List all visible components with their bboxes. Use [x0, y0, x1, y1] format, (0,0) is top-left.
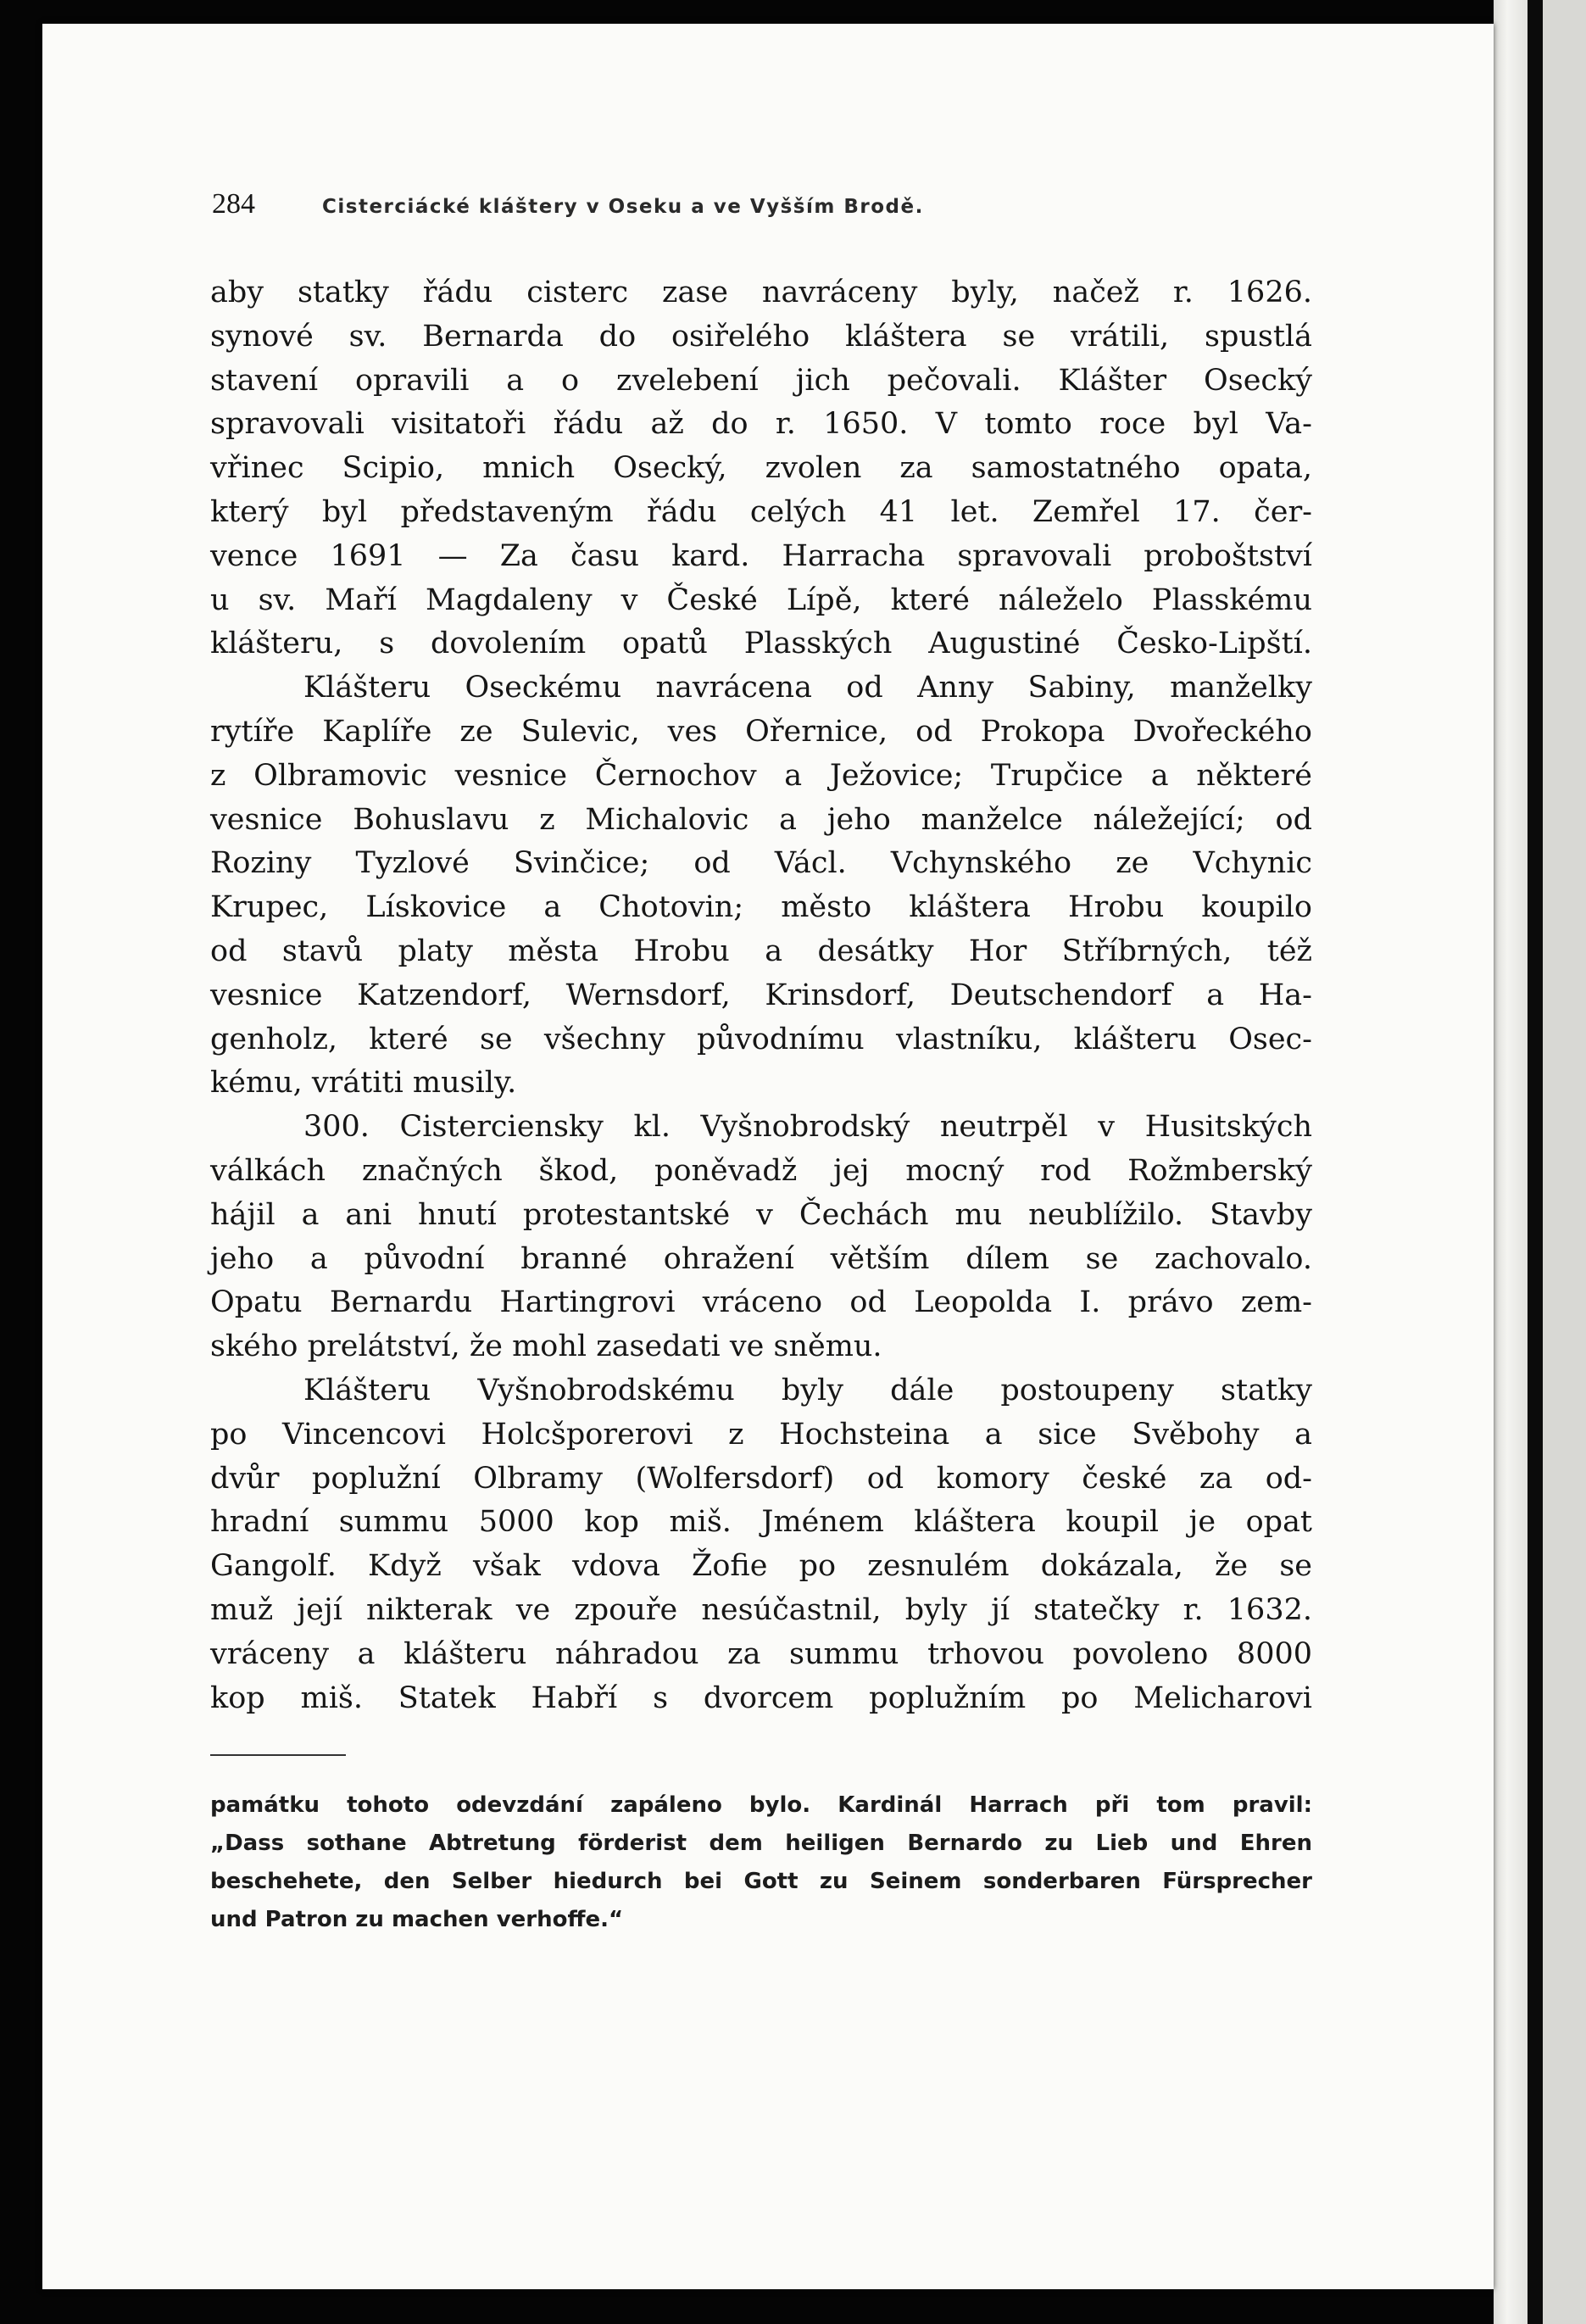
text-line: u sv. Maří Magdaleny v České Lípě, které náleželo Plasskému: [210, 582, 1312, 617]
scanner-margin: [1543, 0, 1586, 2324]
text-line: válkách značných škod, poněvadž jej mocný rod Rožmberský: [210, 1153, 1312, 1188]
text-line: Opatu Bernardu Hartingrovi vráceno od Leopolda I. právo zem-: [210, 1285, 1312, 1320]
text-line: z Olbramovic vesnice Černochov a Ježovice; Trupčice a některé: [210, 758, 1312, 793]
text-line: jeho a původní branné ohražení větším dílem se zachovalo.: [210, 1241, 1312, 1276]
text-line: muž její nikterak ve zpouře nesúčastnil, byly jí statečky r. 1632.: [210, 1592, 1312, 1627]
facing-page-edge: [1494, 0, 1528, 2324]
footnote-line: „Dass sothane Abtretung förderist dem heiligen Bernardo zu Lieb und Ehren: [210, 1831, 1312, 1857]
text-line: ského prelátství, že mohl zasedati ve sněmu.: [210, 1329, 882, 1364]
text-line: Gangolf. Když však vdova Žofie po zesnulém dokázala, že se: [210, 1549, 1312, 1584]
text-line: Klášteru Vyšnobrodskému byly dále postoupeny statky: [303, 1373, 1312, 1407]
text-line: spravovali visitatoři řádu až do r. 1650. V tomto roce byl Va-: [210, 407, 1312, 442]
text-line: vesnice Bohuslavu z Michalovic a jeho manželce náležející; od: [210, 802, 1312, 837]
text-line: genholz, které se všechny původnímu vlastníku, klášteru Osec-: [210, 1022, 1312, 1056]
text-line: aby statky řádu cisterc zase navráceny byly, načež r. 1626.: [210, 276, 1312, 309]
text-line: synové sv. Bernarda do osiřelého kláštera se vrátili, spustlá: [210, 319, 1312, 354]
footnote-separator: [210, 1754, 346, 1756]
text-line: kému, vrátiti musily.: [210, 1066, 517, 1101]
text-line: vráceny a klášteru náhradou za summu trhovou povoleno 8000: [210, 1636, 1312, 1671]
text-line: od stavů platy města Hrobu a desátky Hor Stříbrných, též: [210, 934, 1312, 968]
text-line: vřinec Scipio, mnich Osecký, zvolen za samostatného opata,: [210, 451, 1312, 486]
text-line: rytíře Kaplíře ze Sulevic, ves Ořernice, od Prokopa Dvořeckého: [210, 714, 1312, 749]
page-content: [210, 188, 1312, 1939]
footnote: [210, 1786, 1312, 1939]
text-line: Krupec, Lískovice a Chotovin; město kláštera Hrobu koupilo: [210, 890, 1312, 925]
text-line: hradní summu 5000 kop miš. Jménem kláštera koupil je opat: [210, 1505, 1312, 1540]
text-line: po Vincencovi Holcšporerovi z Hochsteina a sice Svěbohy a: [210, 1417, 1312, 1452]
text-line: vesnice Katzendorf, Wernsdorf, Krinsdorf, Deutschendorf a Ha-: [210, 978, 1312, 1012]
text-line: kop miš. Statek Habří s dvorcem poplužním po Melicharovi: [210, 1680, 1312, 1715]
running-head: [210, 188, 1312, 239]
text-line: Klášteru Oseckému navrácena od Anny Sabiny, manželky: [303, 671, 1312, 705]
text-line: klášteru, s dovolením opatů Plasských Augustiné Česko-Lipští.: [210, 627, 1312, 661]
text-line: Roziny Tyzlové Svinčice; od Václ. Vchynského ze Vchynic: [210, 846, 1312, 881]
binding-shadow: [1528, 0, 1543, 2324]
page-number: 284: [212, 188, 255, 220]
text-line: hájil a ani hnutí protestantské v Čechách mu neublížilo. Stavby: [210, 1197, 1312, 1232]
main-text: [210, 271, 1312, 1720]
footnote-line: beschehete, den Selber hiedurch bei Gott zu Seinem sonderbaren Fürsprecher: [210, 1869, 1312, 1895]
text-line: vence 1691 — Za času kard. Harracha spravovali proboštství: [210, 538, 1312, 573]
footnote-line: und Patron zu machen verhoffe.“: [210, 1907, 624, 1933]
text-line: 300. Cisterciensky kl. Vyšnobrodský neutrpěl v Husitských: [303, 1110, 1312, 1145]
header-title: Cisterciácké kláštery v Oseku a ve Vyšším Brodě.: [322, 196, 924, 218]
text-line: dvůr poplužní Olbramy (Wolfersdorf) od komory české za od-: [210, 1461, 1312, 1496]
text-line: který byl představeným řádu celých 41 let. Zemřel 17. čer-: [210, 494, 1312, 529]
text-line: stavení opravili a o zvelebení jich pečovali. Klášter Osecký: [210, 363, 1312, 398]
footnote-line: památku tohoto odevzdání zapáleno bylo. Kardinál Harrach při tom pravil:: [210, 1792, 1312, 1819]
